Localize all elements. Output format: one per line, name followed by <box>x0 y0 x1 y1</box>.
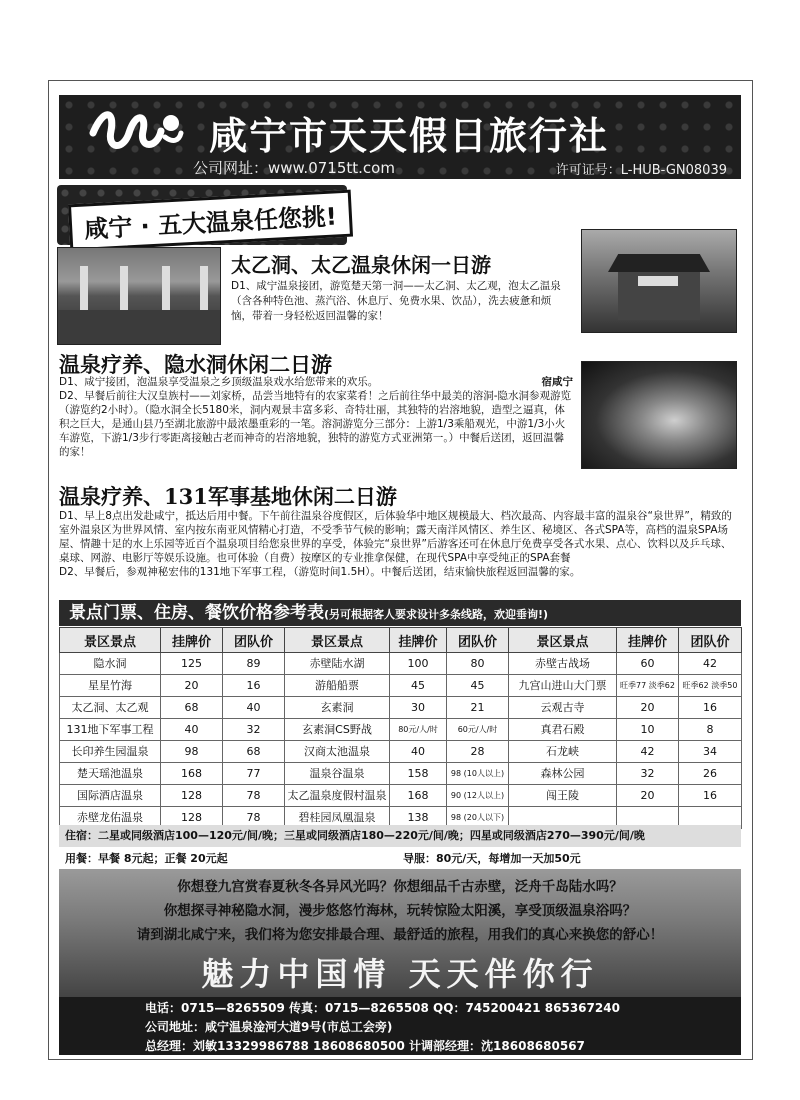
photo-pillar <box>200 266 208 310</box>
tour2-day1: D1、咸宁接团，泡温泉享受温泉之乡顶级温泉戏水给您带来的欢乐。 <box>59 376 379 388</box>
lodging-prices: 住宿：二星或同级酒店100—120元/间/晚；三星或同级酒店180—220元/间/晚；四星或同级酒店270—390元/间/晚 <box>59 825 741 847</box>
price-cell: 16 <box>679 785 742 807</box>
price-table-row <box>60 763 742 785</box>
price-cell: 赤壁陆水湖 <box>285 653 390 675</box>
price-cell: 16 <box>679 697 742 719</box>
tour3-day1: D1、早上8点出发赴咸宁，抵达后用中餐。下午前往温泉谷度假区，后体验华中地区规模最大、档次最高、内容最丰富的温泉谷“泉世界”，精致的室外温泉区为世界风情、室内按东南亚风情精心打造，不受季节气候的影响；露天南洋风情区、养生区、秘境区、各式SPA等，高档的温泉SPA场屋、情趣十足的水上乐园等近百个温泉项目给您泉世界的享受，体验完“泉世界”后游客还可在休息厅免费享受各式水果、点心、饮料以及乒乓球、桌球、网游、电影厅等娱乐设施。也可体验（自费）按摩区的专业推拿保健，在现代SPA中享受纯正的SPA套餐 <box>59 510 732 564</box>
price-cell: 森林公园 <box>509 763 617 785</box>
promo-line-3: 请到湖北咸宁来，我们将为您安排最合理、最舒适的旅程，用我们的真心来换您的舒心！ <box>136 927 664 943</box>
tour1-itinerary <box>231 279 571 324</box>
price-column-header: 挂牌价 <box>617 628 679 653</box>
price-cell: 楚天瑶池温泉 <box>60 763 161 785</box>
price-cell: 旺季77 淡季62 <box>617 675 679 697</box>
price-cell: 10 <box>617 719 679 741</box>
price-cell: 77 <box>223 763 285 785</box>
price-cell: 30 <box>390 697 447 719</box>
price-cell: 隐水洞 <box>60 653 161 675</box>
price-column-header: 团队价 <box>679 628 742 653</box>
photo-pillar <box>162 266 170 310</box>
price-cell: 168 <box>161 763 223 785</box>
price-cell: 40 <box>161 719 223 741</box>
price-cell: 168 <box>390 785 447 807</box>
price-table-header <box>59 600 741 626</box>
price-cell: 28 <box>447 741 509 763</box>
tour2-day2: D2、早餐后前往大汉皇族村——刘家桥，品尝当地特有的农家菜肴！之后前往华中最美的溶洞-隐水洞参观游览（游览约2小时）。（隐水洞全长5180米，洞内观景丰富多彩、奇特壮丽，其独特的岩溶地貌，造型之逼真，体积之巨大，是通山县乃至湖北旅游中最浓墨重彩的一笔。溶洞游览分三部分：上游1/3乘船观光，中游1/3小火车游览，下游1/3步行零距离接触古老而神奇的岩溶地貌，独特的游览方式亚洲第一。）中餐后送团，返回温馨的家！ <box>59 390 572 458</box>
promo-banner <box>59 869 741 997</box>
price-cell: 128 <box>161 807 223 829</box>
price-table-title: 景点门票、住房、餐饮价格参考表 <box>69 603 324 623</box>
price-cell: 42 <box>617 741 679 763</box>
tour3-itinerary <box>59 509 741 579</box>
price-cell: 碧桂园凤凰温泉 <box>285 807 390 829</box>
banner-headline: 咸宁 · 五大温泉任您挑! <box>68 190 353 252</box>
tour3-day2: D2、早餐后，参观神秘宏伟的131地下军事工程，（游览时间1.5H）。中餐后送团，结束愉快旅程返回温馨的家。 <box>59 566 581 578</box>
price-table-head-row <box>60 628 742 653</box>
price-cell: 138 <box>390 807 447 829</box>
price-cell: 太乙洞、太乙观 <box>60 697 161 719</box>
price-cell: 34 <box>679 741 742 763</box>
price-cell: 131地下军事工程 <box>60 719 161 741</box>
tour3-title: 温泉疗养、131军事基地休闲二日游 <box>59 484 397 509</box>
promo-slogan: 魅力中国情 天天伴你行 <box>201 955 599 993</box>
price-cell: 赤壁龙佑温泉 <box>60 807 161 829</box>
company-website: 公司网址：www.0715tt.com <box>193 159 395 177</box>
price-cell: 100 <box>390 653 447 675</box>
price-cell: 78 <box>223 785 285 807</box>
price-cell: 60 <box>617 653 679 675</box>
temple-roof <box>608 254 710 272</box>
price-cell: 90 (12人以上) <box>447 785 509 807</box>
price-column-header: 挂牌价 <box>161 628 223 653</box>
agency-logo-icon <box>85 103 185 159</box>
meal-guide-prices <box>59 849 741 869</box>
price-cell: 40 <box>223 697 285 719</box>
agency-name: 咸宁市天天假日旅行社 <box>209 113 610 158</box>
price-cell: 国际酒店温泉 <box>60 785 161 807</box>
taiyi-temple-photo <box>581 229 737 333</box>
price-cell: 温泉谷温泉 <box>285 763 390 785</box>
price-column-header: 景区景点 <box>509 628 617 653</box>
price-table-note: (另可根据客人要求设计多条线路，欢迎垂询!) <box>324 608 549 621</box>
promo-line-2: 你想探寻神秘隐水洞，漫步悠悠竹海林，玩转惊险太阳溪，享受顶级温泉浴吗？ <box>163 903 637 919</box>
price-cell: 云观古寺 <box>509 697 617 719</box>
price-cell: 旺季62 淡季50 <box>679 675 742 697</box>
price-cell: 汉商太池温泉 <box>285 741 390 763</box>
price-cell: 太乙温泉度假村温泉 <box>285 785 390 807</box>
price-cell: 20 <box>617 785 679 807</box>
price-cell: 98 (20人以下) <box>447 807 509 829</box>
price-cell: 星星竹海 <box>60 675 161 697</box>
price-table-body <box>60 653 742 829</box>
price-table-row <box>60 719 742 741</box>
price-table-row <box>60 741 742 763</box>
tour2-itinerary <box>59 375 573 459</box>
price-cell: 98 (10人以上) <box>447 763 509 785</box>
price-cell: 60元/人/时 <box>447 719 509 741</box>
contact-footer <box>59 997 741 1055</box>
guide-service-prices: 导服：80元/天，每增加一天加50元 <box>403 852 581 865</box>
price-cell: 68 <box>161 697 223 719</box>
photo-pillar <box>120 266 128 310</box>
price-table-row <box>60 675 742 697</box>
tour1-title: 太乙洞、太乙温泉休闲一日游 <box>231 253 491 277</box>
price-column-header: 团队价 <box>447 628 509 653</box>
price-cell: 真君石殿 <box>509 719 617 741</box>
flyer-page <box>48 80 753 1060</box>
price-column-header: 挂牌价 <box>390 628 447 653</box>
hot-spring-banner <box>57 185 347 245</box>
tour2-overnight: 宿咸宁 <box>541 376 573 388</box>
price-cell: 78 <box>223 807 285 829</box>
price-cell: 赤壁古战场 <box>509 653 617 675</box>
price-cell: 游船船票 <box>285 675 390 697</box>
price-cell: 98 <box>161 741 223 763</box>
price-table-row <box>60 653 742 675</box>
price-cell: 68 <box>223 741 285 763</box>
photo-pillar <box>80 266 88 310</box>
header-banner <box>59 95 741 179</box>
price-cell: 89 <box>223 653 285 675</box>
hot-spring-pool-photo <box>57 247 221 345</box>
price-column-header: 团队价 <box>223 628 285 653</box>
price-cell: 玄素洞CS野战 <box>285 719 390 741</box>
price-column-header: 景区景点 <box>285 628 390 653</box>
price-cell: 九宫山进山大门票 <box>509 675 617 697</box>
license-number: 许可证号：L-HUB-GN08039 <box>555 163 727 178</box>
price-cell: 80元/人/时 <box>390 719 447 741</box>
price-cell: 16 <box>223 675 285 697</box>
price-cell: 125 <box>161 653 223 675</box>
price-cell: 长印养生园温泉 <box>60 741 161 763</box>
price-cell: 45 <box>447 675 509 697</box>
price-cell: 42 <box>679 653 742 675</box>
price-cell: 闯王陵 <box>509 785 617 807</box>
price-cell: 玄素洞 <box>285 697 390 719</box>
price-table <box>59 627 742 829</box>
price-cell: 20 <box>617 697 679 719</box>
price-column-header: 景区景点 <box>60 628 161 653</box>
tour2-title: 温泉疗养、隐水洞休闲二日游 <box>59 352 332 377</box>
promo-line-1: 你想登九宫赏春夏秋冬各异风光吗？你想细品千古赤壁，泛舟千岛陆水吗？ <box>177 879 623 895</box>
photo-water <box>58 310 220 344</box>
price-cell: 128 <box>161 785 223 807</box>
price-cell: 8 <box>679 719 742 741</box>
price-cell: 40 <box>390 741 447 763</box>
price-cell: 石龙峡 <box>509 741 617 763</box>
price-cell: 26 <box>679 763 742 785</box>
tour1-day1: D1、咸宁温泉接团，游览楚天第一洞——太乙洞、太乙观，泡太乙温泉（含各种特色池、蒸汽浴、休息厅、免费水果、饮品），洗去疲惫和烦恼，带着一身轻松返回温馨的家！ <box>231 280 561 322</box>
price-cell: 45 <box>390 675 447 697</box>
price-table-row <box>60 697 742 719</box>
contact-managers-line: 总经理：刘敏13329986788 18608680500 计调部经理：沈18608680567 <box>145 1039 585 1053</box>
contact-phone-line: 电话：0715—8265509 传真：0715—8265508 QQ：745200421 865367240 <box>145 1001 620 1015</box>
price-table-row <box>60 785 742 807</box>
price-cell: 32 <box>223 719 285 741</box>
contact-address-line: 公司地址：咸宁温泉淦河大道9号(市总工会旁) <box>145 1020 393 1034</box>
price-cell: 80 <box>447 653 509 675</box>
price-cell: 20 <box>161 675 223 697</box>
meal-prices: 用餐：早餐 8元起；正餐 20元起 <box>65 852 228 865</box>
price-cell: 32 <box>617 763 679 785</box>
price-cell: 21 <box>447 697 509 719</box>
yinshui-cave-photo <box>581 361 737 469</box>
temple-sign <box>638 276 678 286</box>
price-cell: 158 <box>390 763 447 785</box>
